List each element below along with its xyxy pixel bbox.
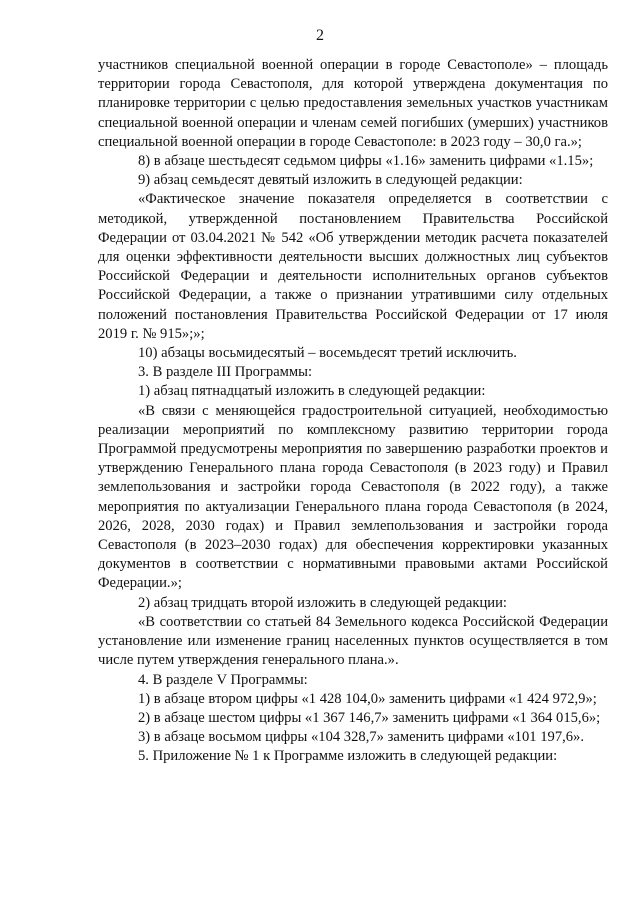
paragraph: 10) абзацы восьмидесятый – восемьдесят третий исключить. bbox=[138, 345, 517, 362]
paragraph: 2) абзац тридцать второй изложить в следующей редакции: bbox=[138, 594, 507, 611]
paragraph: 9) абзац семьдесят девятый изложить в следующей редакции: bbox=[138, 172, 523, 189]
page-number: 2 bbox=[316, 27, 324, 44]
paragraph: участников специальной военной операции в городе Севастополе» – площадь территории города Севастополя, для которой утверждена документация по планировке территории с целью предоставления земельных участков участникам специальной военной операции и членам семей погибших (умерших) участников специальной военной операции в городе Севастополе: в 2023 году – 30,0 га.»; bbox=[98, 57, 608, 150]
paragraph: 1) абзац пятнадцатый изложить в следующей редакции: bbox=[138, 383, 486, 400]
paragraph: «Фактическое значение показателя определяется в соответствии с методикой, утвержденной постановлением Правительства Российской Федерации от 03.04.2021 № 542 «Об утверждении методик расчета показателей для оценки эффективности деятельности высших должностных лиц субъектов Российской Федерации и деятельности исполнительных органов субъектов Российской Федерации, а также о признании утратившими силу отдельных положений постановления Правительства Российской Федерации от 17 июля 2019 г. № 915»;»; bbox=[98, 191, 608, 342]
document-body bbox=[98, 56, 608, 767]
paragraph: 3. В разделе III Программы: bbox=[138, 364, 313, 381]
paragraph: «В соответствии со статьей 84 Земельного кодекса Российской Федерации установление или изменение границ населенных пунктов осуществляется в том числе путем утверждения генерального плана.». bbox=[98, 613, 608, 669]
paragraph: 4. В разделе V Программы: bbox=[138, 671, 308, 688]
paragraph: 5. Приложение № 1 к Программе изложить в следующей редакции: bbox=[138, 748, 558, 765]
paragraph: 2) в абзаце шестом цифры «1 367 146,7» заменить цифрами «1 364 015,6»; bbox=[138, 709, 601, 726]
paragraph: «В связи с меняющейся градостроительной ситуацией, необходимостью реализации мероприятий по комплексному развитию территории города Программой предусмотрены мероприятия по завершению разработки проектов и утверждению Генерального плана города Севастополя (в 2023 году) и Правил землепользования и застройки города Севастополя (в 2022 году), а также мероприятия по актуализации Генерального плана города Севастополя (в 2024, 2026, 2028, 2030 годах) и Правил землепользования и застройки города Севастополя (в 2023–2030 годах) для обеспечения корректировки указанных документов в соответствии с нормативными правовыми актами Российской Федерации.»; bbox=[98, 402, 608, 592]
paragraph: 8) в абзаце шестьдесят седьмом цифры «1.16» заменить цифрами «1.15»; bbox=[138, 153, 594, 170]
paragraph: 3) в абзаце восьмом цифры «104 328,7» заменить цифрами «101 197,6». bbox=[138, 729, 585, 746]
paragraph: 1) в абзаце втором цифры «1 428 104,0» заменить цифрами «1 424 972,9»; bbox=[138, 690, 597, 707]
